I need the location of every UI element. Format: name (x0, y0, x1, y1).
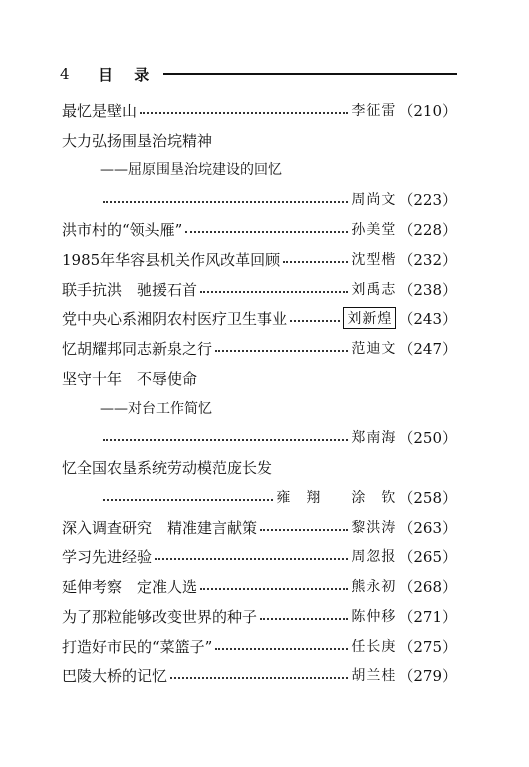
entry-title: 为了那粒能够改变世界的种子 (62, 607, 258, 626)
page-number: 4 (60, 65, 70, 83)
page-title: 目 录 (98, 65, 158, 84)
entry-page: （279） (398, 666, 457, 685)
entry-author: 胡兰桂 (351, 668, 397, 684)
entry-title: 洪市村的“领头雁” (62, 220, 183, 239)
entry-author: 周忽报 (351, 549, 397, 565)
dot-leader (215, 648, 348, 650)
entry-title: 坚守十年 不辱使命 (62, 369, 198, 388)
toc-entry (62, 515, 457, 539)
entry-page: （263） (398, 518, 457, 537)
entry-page: （265） (398, 547, 457, 566)
entry-author: 熊永初 (351, 579, 397, 595)
toc-entry (62, 366, 457, 390)
entry-author: 雍 翔 涂 钦 (276, 490, 397, 506)
dot-leader (170, 677, 348, 679)
toc-entry (62, 663, 457, 687)
entry-title: 打造好市民的“菜篮子” (62, 637, 213, 656)
dot-leader (155, 558, 348, 560)
entry-page: （250） (398, 428, 457, 447)
page-header (60, 62, 457, 86)
toc-entry-continued (62, 485, 457, 509)
entry-author-boxed: 刘新煌 (343, 307, 396, 329)
dot-leader (185, 231, 348, 233)
dot-leader (103, 201, 348, 203)
entry-author: 陈仲移 (351, 609, 397, 625)
toc-entry-continued (62, 187, 457, 211)
dot-leader (283, 261, 348, 263)
entry-page: （243） (398, 309, 457, 328)
toc-entry (62, 217, 457, 241)
entry-author: 孙美堂 (351, 222, 397, 238)
toc-entry (62, 574, 457, 598)
entry-subtitle: ——屈原围垦治垸建设的回忆 (100, 162, 282, 178)
entry-title: 1985年华容县机关作风改革回顾 (62, 250, 281, 269)
toc-entry-continued (62, 425, 457, 449)
entry-title: 最忆是壁山 (62, 101, 138, 120)
entry-title: 忆胡耀邦同志新泉之行 (62, 339, 213, 358)
entry-author: 周尚文 (351, 192, 397, 208)
entry-title: 巴陵大桥的记忆 (62, 666, 168, 685)
dot-leader (260, 529, 348, 531)
entry-page: （238） (398, 280, 457, 299)
entry-author: 范迪文 (351, 341, 397, 357)
dot-leader (200, 588, 348, 590)
dot-leader (215, 350, 348, 352)
entry-author: 郑南海 (351, 430, 397, 446)
entry-author: 任长庚 (351, 639, 397, 655)
entry-page: （223） (398, 190, 457, 209)
entry-title: 深入调查研究 精准建言献策 (62, 518, 258, 537)
entry-author: 刘禹志 (351, 282, 397, 298)
entry-page: （247） (398, 339, 457, 358)
entry-page: （258） (398, 488, 457, 507)
toc-entry (62, 544, 457, 568)
dot-leader (103, 439, 348, 441)
toc-entry (62, 604, 457, 628)
header-rule (163, 73, 457, 75)
dot-leader (290, 320, 340, 322)
entry-page: （228） (398, 220, 457, 239)
entry-page: （271） (398, 607, 457, 626)
toc-entry (62, 455, 457, 479)
toc-entry (62, 128, 457, 152)
entry-title: 联手抗洪 驰援石首 (62, 280, 198, 299)
entry-page: （210） (398, 101, 457, 120)
entry-title: 忆全国农垦系统劳动模范庞长发 (62, 458, 273, 477)
toc-entry (62, 336, 457, 360)
entry-title: 大力弘扬围垦治垸精神 (62, 131, 213, 150)
toc-entry (62, 277, 457, 301)
entry-page: （268） (398, 577, 457, 596)
entry-subtitle: ——对台工作简忆 (100, 401, 212, 417)
toc-entry (62, 306, 457, 330)
entry-author: 沈型楷 (351, 252, 397, 268)
toc-entry (62, 98, 457, 122)
dot-leader (103, 499, 273, 501)
toc-entry (62, 634, 457, 658)
dot-leader (260, 618, 348, 620)
entry-page: （275） (398, 637, 457, 656)
toc-subtitle (62, 396, 457, 420)
dot-leader (140, 112, 348, 114)
toc-subtitle (62, 157, 457, 181)
entry-title: 党中央心系湘阴农村医疗卫生事业 (62, 309, 288, 328)
entry-author: 李征雷 (351, 103, 397, 119)
entry-page: （232） (398, 250, 457, 269)
entry-title: 学习先进经验 (62, 547, 153, 566)
toc-entry (62, 247, 457, 271)
dot-leader (200, 291, 348, 293)
entry-title: 延伸考察 定准人选 (62, 577, 198, 596)
entry-author: 黎洪涛 (351, 520, 397, 536)
